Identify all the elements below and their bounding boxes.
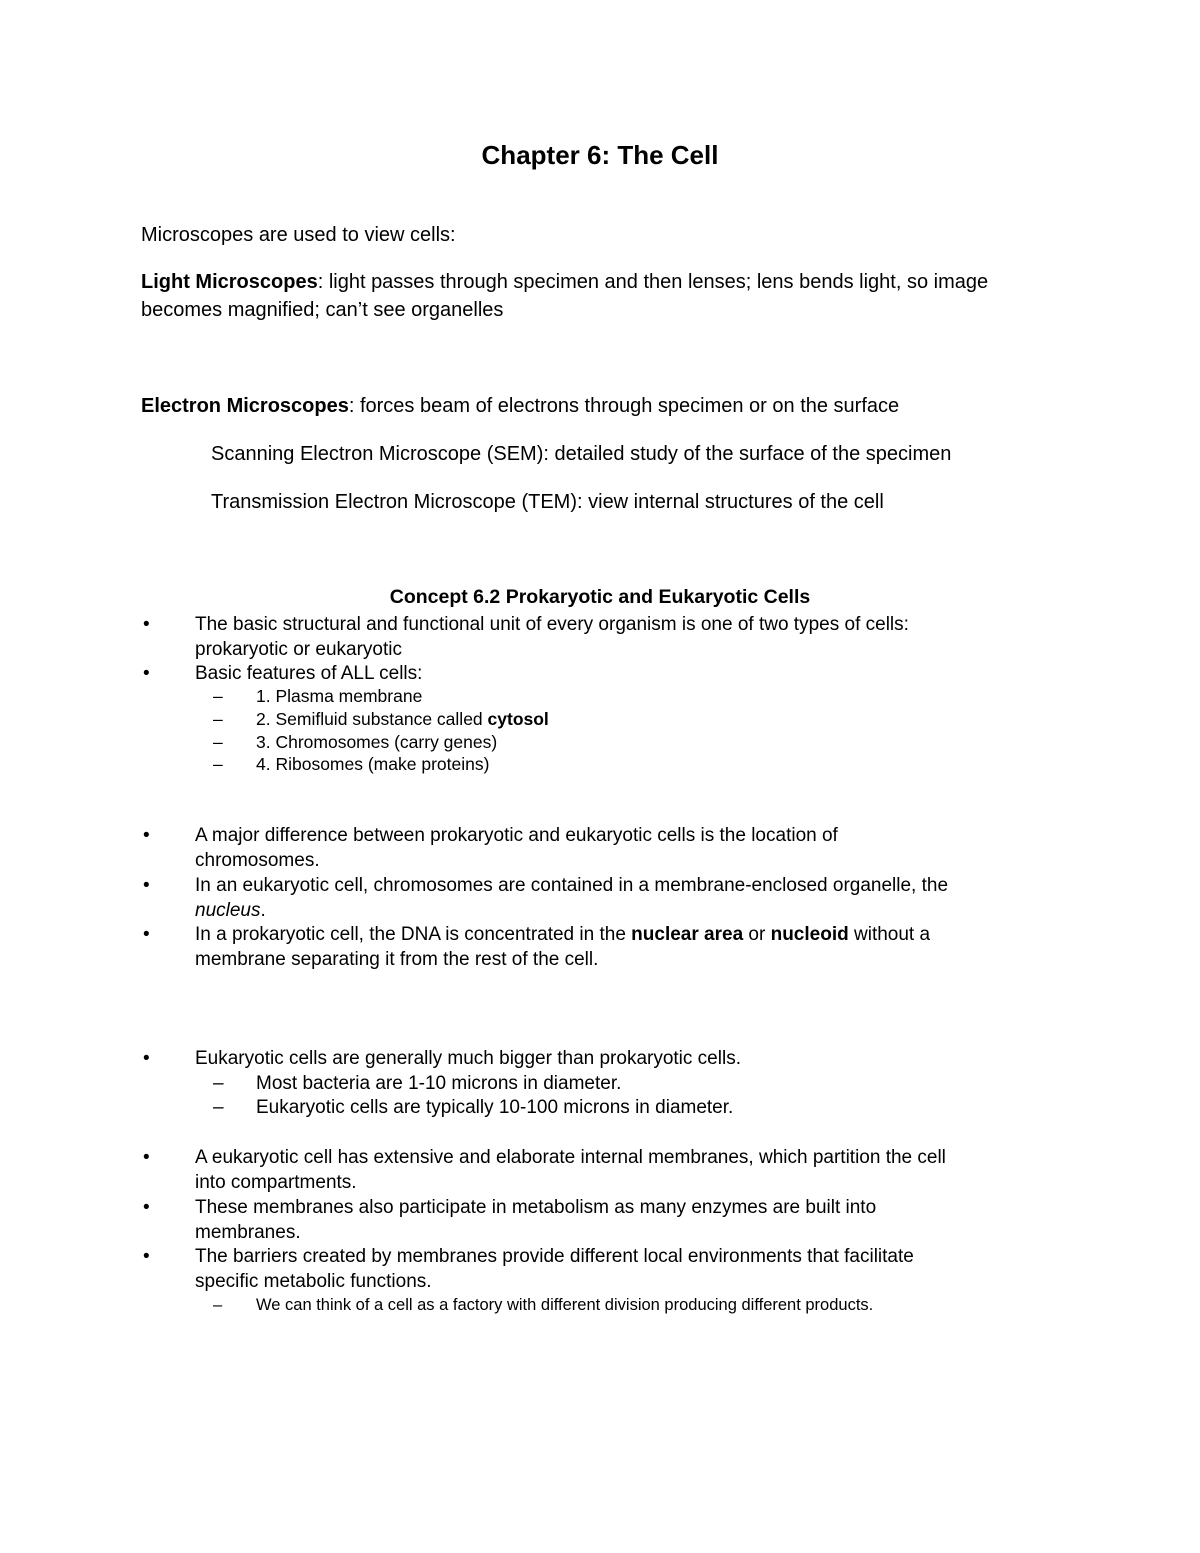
dash-marker: – <box>213 754 223 774</box>
dash-marker: – <box>213 1296 223 1314</box>
sub-item: 1. Plasma membrane <box>256 686 423 706</box>
sub-item: We can think of a cell as a factory with different division producing different products. <box>256 1296 874 1314</box>
nucleoid-term: nucleoid <box>770 924 849 945</box>
dash-marker: – <box>213 709 223 729</box>
light-microscopes-text-line2: becomes magnified; can’t see organelles <box>141 299 504 321</box>
electron-microscopes-paragraph <box>141 392 899 420</box>
bullet-item: In an eukaryotic cell, chromosomes are contained in a membrane-enclosed organelle, the nucleus. <box>195 875 949 921</box>
bullet-marker: • <box>143 1246 150 1267</box>
dash-marker: – <box>213 1097 224 1118</box>
bullet-item: A major difference between prokaryotic and eukaryotic cells is the location of chromosomes. <box>195 825 838 871</box>
sub-item: 2. Semifluid substance called cytosol <box>256 709 549 729</box>
bullet-item: Eukaryotic cells are generally much bigger than prokaryotic cells. <box>195 1048 741 1069</box>
intro-text: Microscopes are used to view cells: <box>141 224 456 246</box>
sem-text: Scanning Electron Microscope (SEM): detailed study of the surface of the specimen <box>211 443 952 465</box>
bullet-item: In a prokaryotic cell, the DNA is concentrated in the nuclear area or nucleoid without a membrane separating it from the rest of the cell. <box>195 924 931 970</box>
sub-item: 4. Ribosomes (make proteins) <box>256 754 490 774</box>
dash-marker: – <box>213 1073 224 1094</box>
cytosol-term: cytosol <box>487 709 549 729</box>
bullet-marker: • <box>143 875 150 896</box>
light-microscopes-paragraph <box>141 268 988 324</box>
bullet-item: The barriers created by membranes provide different local environments that facilitate specific metabolic functions. <box>195 1246 914 1292</box>
bullet-item: These membranes also participate in metabolism as many enzymes are built into membranes. <box>195 1197 877 1243</box>
electron-microscopes-text: : forces beam of electrons through specimen or on the surface <box>348 395 900 417</box>
bullet-marker: • <box>143 1197 150 1218</box>
nucleus-term: nucleus <box>195 900 261 921</box>
tem-text: Transmission Electron Microscope (TEM): view internal structures of the cell <box>211 491 884 513</box>
light-microscopes-term: Light Microscopes <box>141 271 318 293</box>
nuclear-area-term: nuclear area <box>631 924 744 945</box>
bullet-marker: • <box>143 1147 150 1168</box>
page-title: Chapter 6: The Cell <box>481 140 719 170</box>
bullet-marker: • <box>143 663 150 684</box>
bullet-marker: • <box>143 825 150 846</box>
concept-heading: Concept 6.2 Prokaryotic and Eukaryotic Cells <box>389 586 811 608</box>
sub-item: 3. Chromosomes (carry genes) <box>256 732 498 752</box>
sub-item: Eukaryotic cells are typically 10-100 microns in diameter. <box>256 1097 734 1118</box>
light-microscopes-text: : light passes through specimen and then lenses; lens bends light, so image <box>317 271 989 293</box>
electron-microscopes-term: Electron Microscopes <box>141 395 349 417</box>
sub-item: Most bacteria are 1-10 microns in diameter. <box>256 1073 622 1094</box>
bullet-marker: • <box>143 614 150 635</box>
dash-marker: – <box>213 686 223 706</box>
bullet-marker: • <box>143 924 150 945</box>
dash-marker: – <box>213 732 223 752</box>
bullet-marker: • <box>143 1048 150 1069</box>
bullet-item: The basic structural and functional unit of every organism is one of two types of cells: prokaryotic or eukaryotic <box>195 614 909 660</box>
bullet-item: A eukaryotic cell has extensive and elaborate internal membranes, which partition the cell into compartments. <box>195 1147 946 1193</box>
bullet-item: Basic features of ALL cells: <box>195 663 423 684</box>
